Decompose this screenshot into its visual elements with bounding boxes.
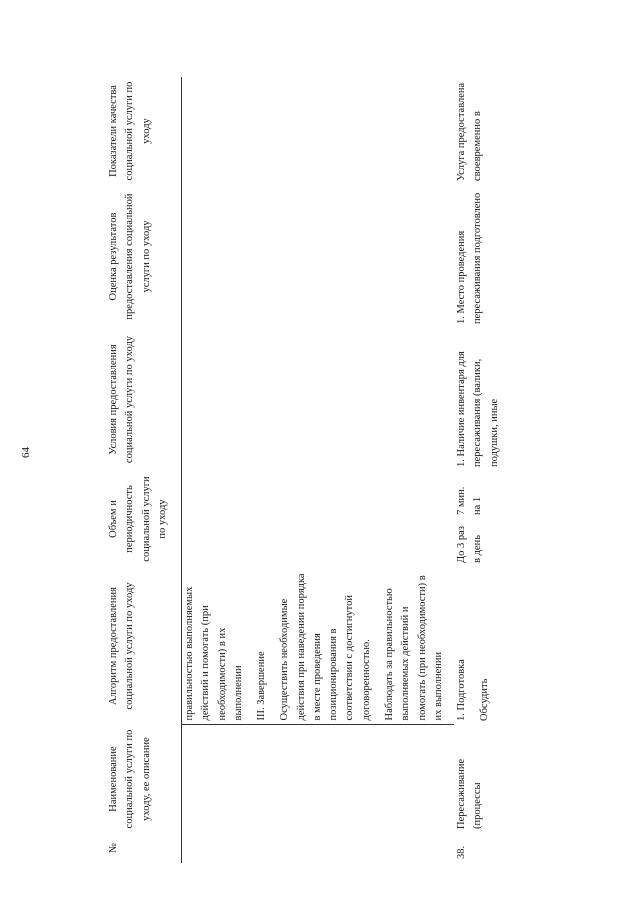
algorithm-text: Обсудить [479, 678, 491, 721]
header-conditions: Условия предоставления социальной услуги по уходу [100, 328, 182, 471]
volume-cell [454, 471, 503, 567]
header-volume: Объем и периодичность социальной услуги по уходу [100, 471, 182, 567]
table-row-38 [454, 77, 503, 863]
services-table [100, 77, 503, 863]
evaluation-cell: 1. Место проведения пересаживания подготовлено [456, 192, 484, 324]
table-header-row [100, 77, 182, 863]
indicators-cell: Услуга предоставлена своевременно в [456, 82, 484, 181]
header-number: № [100, 833, 182, 863]
page-number: 64 [20, 447, 32, 458]
volume-duration: 7 мин. на 1 [456, 486, 484, 515]
algorithm-continuation-cell [182, 567, 454, 725]
algorithm-stage-heading: III. Завершение [256, 651, 268, 721]
header-algorithm: Алгоритм предоставления социальной услуги по уходу [100, 567, 182, 725]
row-number: 38. [456, 845, 468, 859]
volume-frequency: До 3 раз в день [456, 526, 484, 563]
algorithm-cell [454, 567, 503, 725]
header-evaluation: Оценка результатов предоставления социальной услуги по уходу [100, 185, 182, 328]
header-name: Наименование социальной услуги по уходу, ее описание [100, 725, 182, 833]
algorithm-text: правильностью выполняемых действий и помогать (при необходимости) в их выполнении [184, 586, 244, 721]
table-row-continuation [182, 77, 454, 863]
algorithm-stage-heading: 1. Подготовка [456, 659, 468, 721]
header-indicators: Показатели качества социальной услуги по уходу [100, 77, 182, 185]
service-name: Пересаживание (процессы [456, 758, 484, 829]
algorithm-text: Наблюдать за правильностью выполняемых действий и помогать (при необходимости) в их выполнении [383, 575, 444, 721]
algorithm-text: Осуществить необходимые действия при наведении порядка в месте проведения позиционирования в соответствии с достигнутой договоренностью. [279, 573, 372, 721]
conditions-cell: 1. Наличие инвентаря для пересаживания (валики, подушки, иные [456, 351, 500, 467]
